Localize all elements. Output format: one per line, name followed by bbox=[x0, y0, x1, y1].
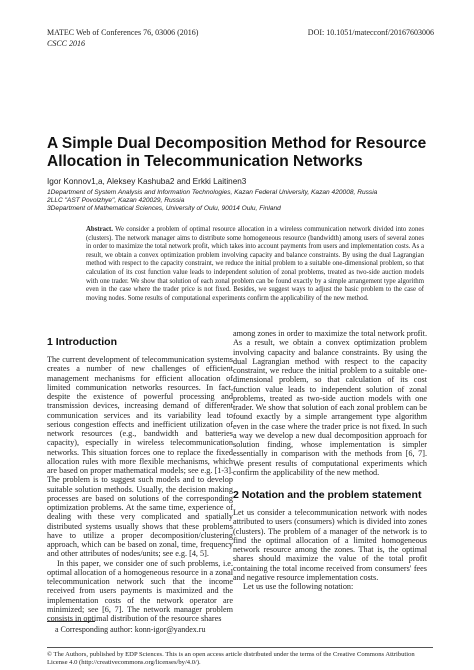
affiliation-1: 1Department of System Analysis and Information Technologies, Kazan Federal University, Kazan 420008, Russia bbox=[47, 189, 378, 196]
intro-paragraph-2: In this paper, we consider one of such problems, i.e. optimal allocation of a homogeneous resource in a zonal telecommunication network such that the income received from users payments is maximized and the implementation costs of the network operator are minimized; see [6, 7]. The network manager problem consists in optimal distribution of the resource shares bbox=[47, 558, 233, 623]
intro-paragraph-1: The current development of telecommunication systems creates a number of new challenges of efficient management mechanisms for efficient allocation of limited communication networks resources. In fact, despite the existence of powerful processing and transmission devices, increasing demand of different communication services and its variability lead to serious congestion effects and inefficient utilization of network resources (e.g., bandwidth and batteries capacity), especially in wireless telecommunication networks. This situation forces one to replace the fixed allocation rules with more flexible mechanisms, which are based on proper mathematical models; see e.g. [1-3]. The problem is to suggest such models and to develop suitable solution methods. Usually, the decision making processes are based on solutions of the corresponding optimization problems. At the same time, experience of dealing with these very complicated and spatially distributed systems usually shows that these problems have to utilize a proper decomposition/clustering approach, which can be based on zonal, time, frequency and other attributes of nodes/units; see e.g. [4, 5]. bbox=[47, 355, 233, 559]
license-footer: © The Authors, published by EDP Sciences. This is an open access article distributed under the terms of the Creative Commons Attribution License 4.0 (http://creativecommons.org/licenses/by/4.0/). bbox=[47, 647, 433, 667]
abstract-label: Abstract. bbox=[86, 226, 113, 233]
affiliations bbox=[47, 189, 447, 213]
affiliation-3: 3Department of Mathematical Sciences, University of Oulu, 90014 Oulu, Finland bbox=[47, 205, 281, 212]
corresponding-author-footnote: a Corresponding author: konn-igor@yandex.ru bbox=[55, 625, 206, 634]
doi: DOI: 10.1051/matecconf/20167603006 bbox=[307, 28, 434, 37]
abstract-text: We consider a problem of optimal resource allocation in a wireless communication network divided into zones (clusters). The network manager aims to distribute some homogeneous resource (bandwidth) among users of several zones in order to maximize the total network profit, which takes into account payments from users and implementation costs. As a result, we obtain a convex optimization problem involving capacity and balance constraints. By using the dual Lagrangian method with respect to the capacity constraint, we reduce the initial problem to a suitable one-dimensional problem, so that calculation of its cost function value leads to independent solution of zonal problems, treated as two-side auction models with one trader. We show that solution of each zonal problem can be found exactly by a simple arrangement type algorithm even in the case where the trader price is not fixed. Besides, we suggest ways to adjust the basic problem to the case of moving nodes. Some results of computational experiments confirm the applicability of the new method. bbox=[86, 226, 425, 302]
affiliation-2: 2LLC "AST Povolzhye", Kazan 420029, Russia bbox=[47, 197, 185, 204]
right-column bbox=[233, 329, 427, 591]
paper-title: A Simple Dual Decomposition Method for Resource Allocation in Telecommunication Networks bbox=[47, 135, 427, 170]
footnote-divider bbox=[47, 621, 95, 622]
intro-paragraph-continued: among zones in order to maximize the total network profit. As a result, we obtain a convex optimization problem involving capacity and balance constraints. By using the dual Lagrangian method with respect to the capacity constraint, we reduce the initial problem to a suitable one-dimensional problem, so that calculation of its cost function value leads to independent solution of zonal problems, treated as two-side auction models with one trader. We show that solution of each zonal problem can be found exactly by a simple arrangement type algorithm even in the case where the trader price is not fixed. In such a way we develop a new dual decomposition approach for solution finding, whose implementation is simpler essentially in comparison with the methods from [6, 7]. We present results of computational experiments which confirm the applicability of the new method. bbox=[233, 329, 427, 477]
notation-paragraph-1: Let us consider a telecommunication network with nodes attributed to users (consumers) which is divided into zones (clusters). The problem of a manager of the network is to find the optimal allocation of a limited homogeneous network resource among the zones. That is, the optimal shares should maximize the value of the total profit containing the total income received from consumers' fees and negative resource implementation costs. bbox=[233, 508, 427, 582]
section-2-heading: 2 Notation and the problem statement bbox=[233, 489, 422, 501]
abstract bbox=[86, 226, 424, 303]
journal-citation: MATEC Web of Conferences 76, 03006 (2016) bbox=[47, 28, 199, 37]
notation-paragraph-2: Let us use the following notation: bbox=[243, 582, 354, 591]
section-1-heading: 1 Introduction bbox=[47, 336, 117, 348]
conference-name: CSCC 2016 bbox=[47, 39, 86, 48]
author-list: Igor Konnov1,a, Aleksey Kashuba2 and Erkki Laitinen3 bbox=[47, 177, 247, 186]
left-column bbox=[47, 336, 233, 623]
